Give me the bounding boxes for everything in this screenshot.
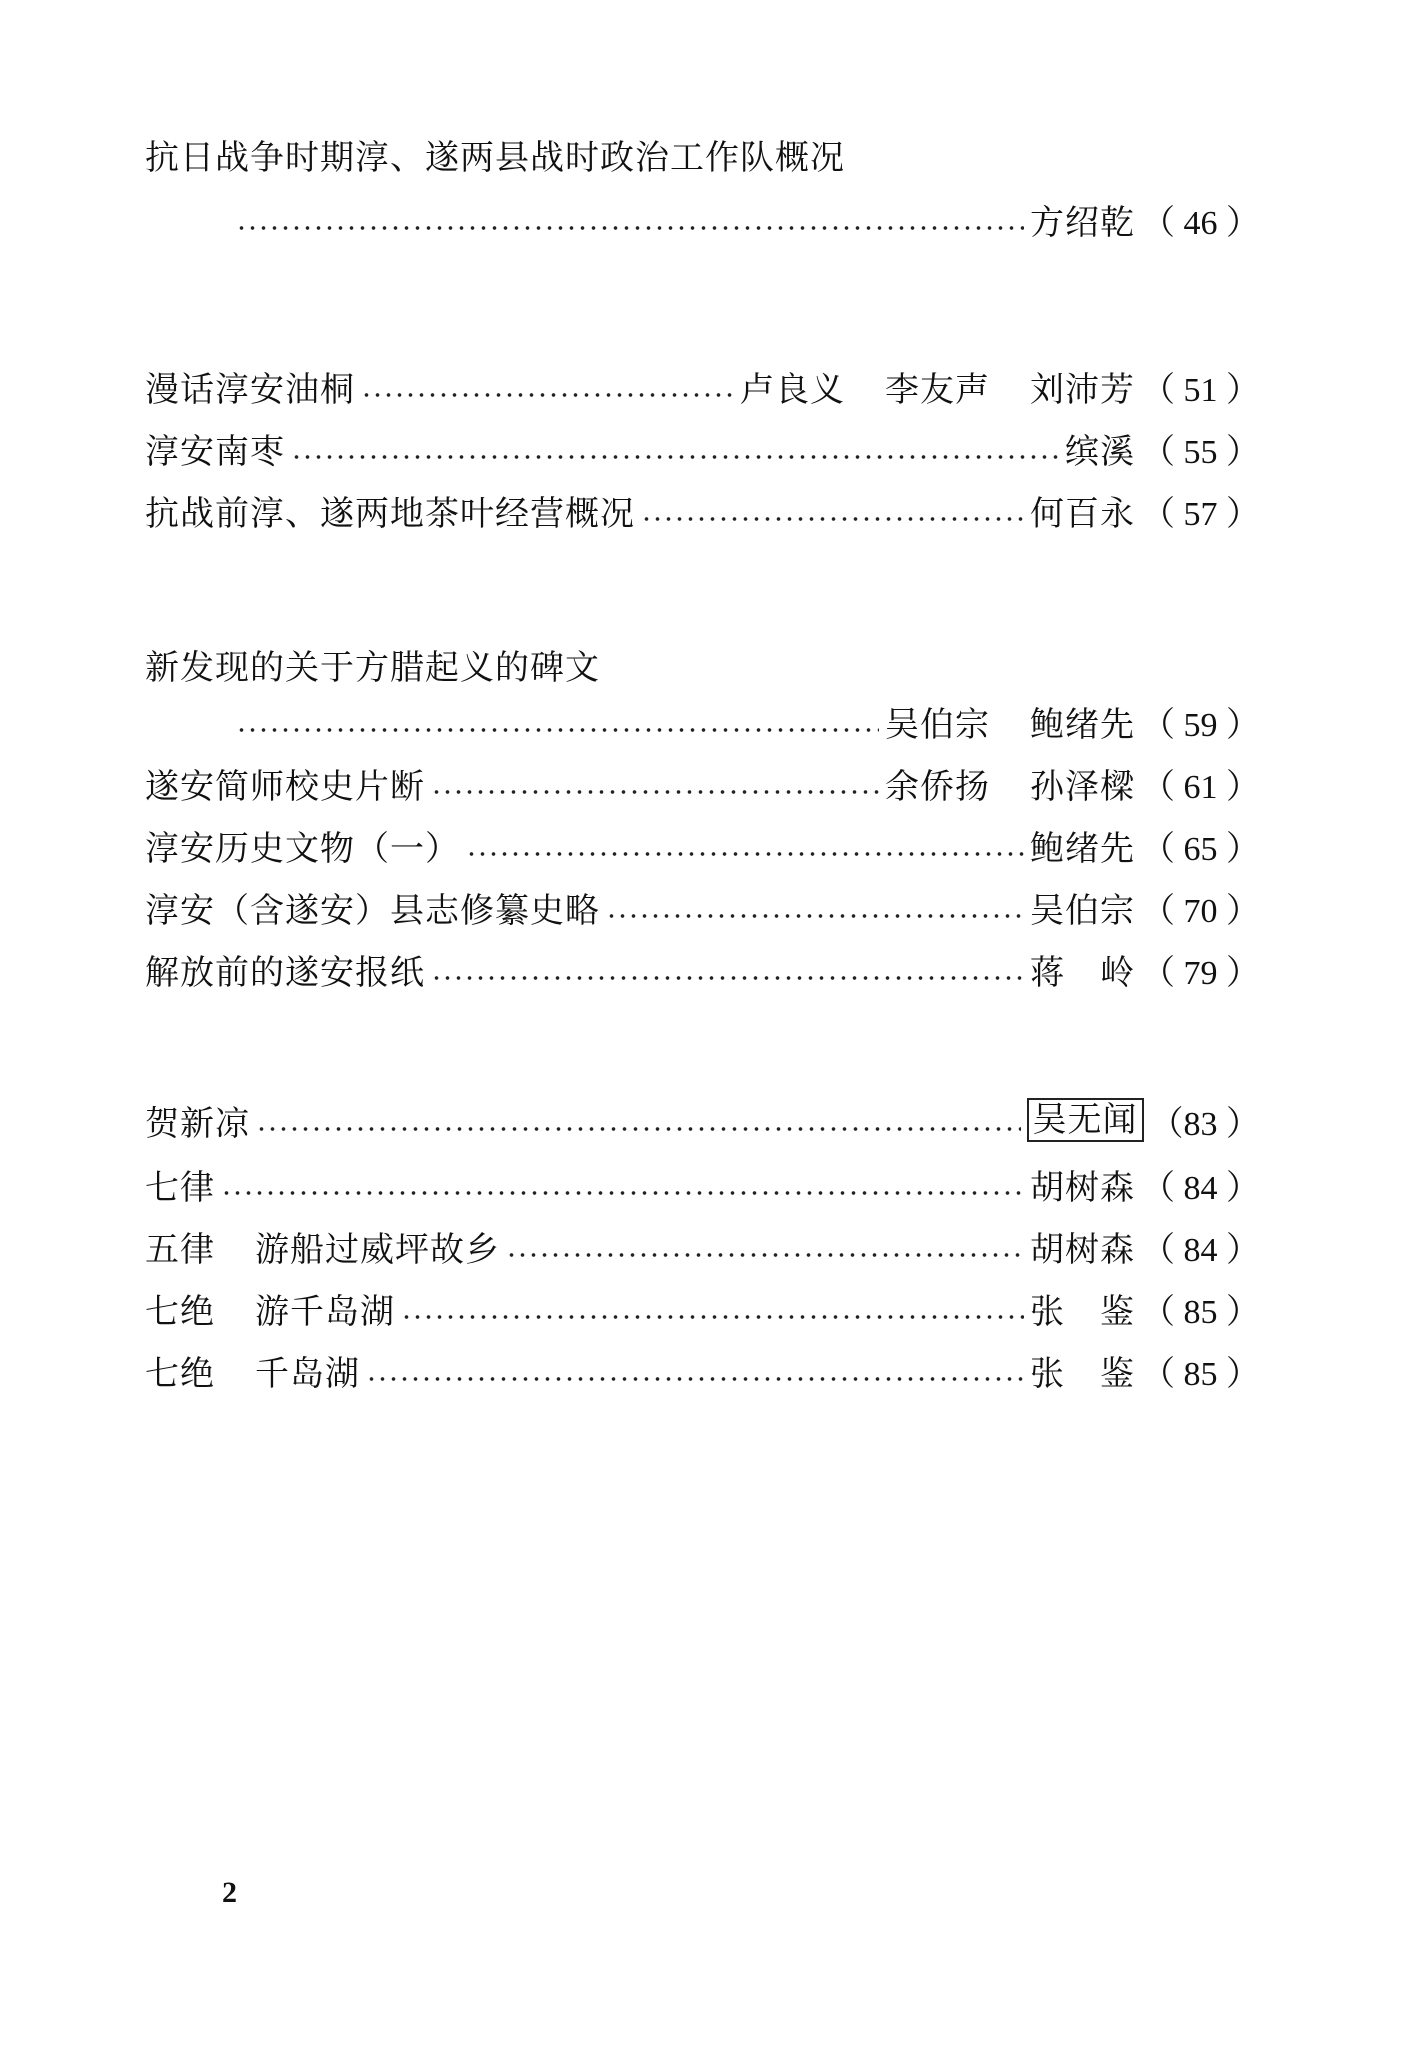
toc-author: 张 鉴 <box>1030 1291 1135 1332</box>
toc-entry[interactable] <box>230 193 1260 245</box>
toc-page-ref: （ 70 ） <box>1141 892 1260 930</box>
toc-author: 李友声 <box>885 369 990 410</box>
toc-page-ref: （ 85 ） <box>1141 1293 1260 1331</box>
toc-entry-title: 抗日战争时期淳、遂两县战时政治工作队概况 <box>145 138 845 178</box>
toc-author: 余侨扬 <box>885 766 990 807</box>
toc-page-ref: （ 57 ） <box>1141 495 1260 533</box>
toc-page-ref: （ 84 ） <box>1141 1231 1260 1269</box>
toc-page-ref: （ 59 ） <box>1141 706 1260 744</box>
toc-author: 缤溪 <box>1065 431 1135 472</box>
toc-entry-title: 游千岛湖 <box>255 1291 395 1332</box>
page-number: 2 <box>222 1876 237 1909</box>
toc-page-ref: （ 79 ） <box>1141 954 1260 992</box>
toc-author: 吴伯宗 <box>1030 890 1135 931</box>
dot-leader <box>431 789 879 795</box>
toc-author: 鲍绪先 <box>1030 828 1135 869</box>
toc-entry-title: 遂安简师校史片断 <box>145 766 425 807</box>
toc-entry-genre: 五律 <box>145 1229 215 1270</box>
toc-author: 刘沛芳 <box>1030 369 1135 410</box>
toc-author: 蒋 岭 <box>1030 952 1135 993</box>
toc-entry-title: 淳安历史文物（一） <box>145 828 460 869</box>
toc-entry-genre: 七绝 <box>145 1291 215 1332</box>
toc-author: 张 鉴 <box>1030 1353 1135 1394</box>
dot-leader <box>256 1126 1021 1132</box>
toc-author: 卢良义 <box>740 369 845 410</box>
toc-entry[interactable] <box>145 1220 1260 1272</box>
dot-leader <box>236 225 1024 231</box>
toc-page-ref: （ 84 ） <box>1141 1169 1260 1207</box>
toc-entry-title: 抗战前淳、遂两地茶叶经营概况 <box>145 493 635 534</box>
dot-leader <box>466 851 1024 857</box>
toc-entry[interactable] <box>145 422 1260 474</box>
toc-page-ref: （ 85 ） <box>1141 1355 1260 1393</box>
toc-author: 鲍绪先 <box>1030 704 1135 745</box>
toc-entry[interactable] <box>145 881 1260 933</box>
toc-entry-title: 解放前的遂安报纸 <box>145 952 425 993</box>
dot-leader <box>236 727 879 733</box>
toc-page-ref: （ 55 ） <box>1141 433 1260 471</box>
toc-author: 何百永 <box>1030 493 1135 534</box>
dot-leader <box>361 392 734 398</box>
dot-leader <box>401 1314 1024 1320</box>
toc-author: 吴伯宗 <box>885 704 990 745</box>
dot-leader <box>606 913 1024 919</box>
toc-page-ref: （ 46 ） <box>1141 204 1260 242</box>
toc-entry[interactable] <box>145 360 1260 412</box>
dot-leader <box>221 1190 1024 1196</box>
dot-leader <box>291 454 1059 460</box>
toc-entry[interactable] <box>145 484 1260 536</box>
toc-entry[interactable] <box>145 1094 1260 1146</box>
toc-entry-title: 淳安（含遂安）县志修纂史略 <box>145 890 600 931</box>
toc-entry-title: 淳安南枣 <box>145 431 285 472</box>
toc-entry-title: 千岛湖 <box>255 1353 360 1394</box>
toc-entry-title: 七律 <box>145 1167 215 1208</box>
toc-author: 孙泽樑 <box>1030 766 1135 807</box>
toc-entry[interactable] <box>145 943 1260 995</box>
toc-page-ref: （83 ） <box>1149 1105 1260 1143</box>
toc-author: 胡树森 <box>1030 1167 1135 1208</box>
toc-author: 胡树森 <box>1030 1229 1135 1270</box>
toc-author: 方绍乾 <box>1030 202 1135 243</box>
toc-author: 吴无闻 <box>1027 1098 1144 1142</box>
toc-entry-title: 漫话淳安油桐 <box>145 369 355 410</box>
toc-entry-title: 贺新凉 <box>145 1103 250 1144</box>
toc-entry[interactable] <box>145 1158 1260 1210</box>
toc-entry[interactable] <box>230 695 1260 747</box>
dot-leader <box>366 1376 1024 1382</box>
toc-entry[interactable] <box>145 1344 1260 1396</box>
toc-entry[interactable] <box>145 1282 1260 1334</box>
toc-entry-genre: 七绝 <box>145 1353 215 1394</box>
toc-page-ref: （ 65 ） <box>1141 830 1260 868</box>
toc-entry-title: 游船过威坪故乡 <box>255 1229 500 1270</box>
toc-entry[interactable] <box>145 819 1260 871</box>
toc-page-ref: （ 51 ） <box>1141 371 1260 409</box>
dot-leader <box>506 1252 1024 1258</box>
toc-entry-title: 新发现的关于方腊起义的碑文 <box>145 648 600 688</box>
toc-entry[interactable] <box>145 757 1260 809</box>
toc-page-ref: （ 61 ） <box>1141 768 1260 806</box>
dot-leader <box>431 975 1024 981</box>
dot-leader <box>641 516 1024 522</box>
